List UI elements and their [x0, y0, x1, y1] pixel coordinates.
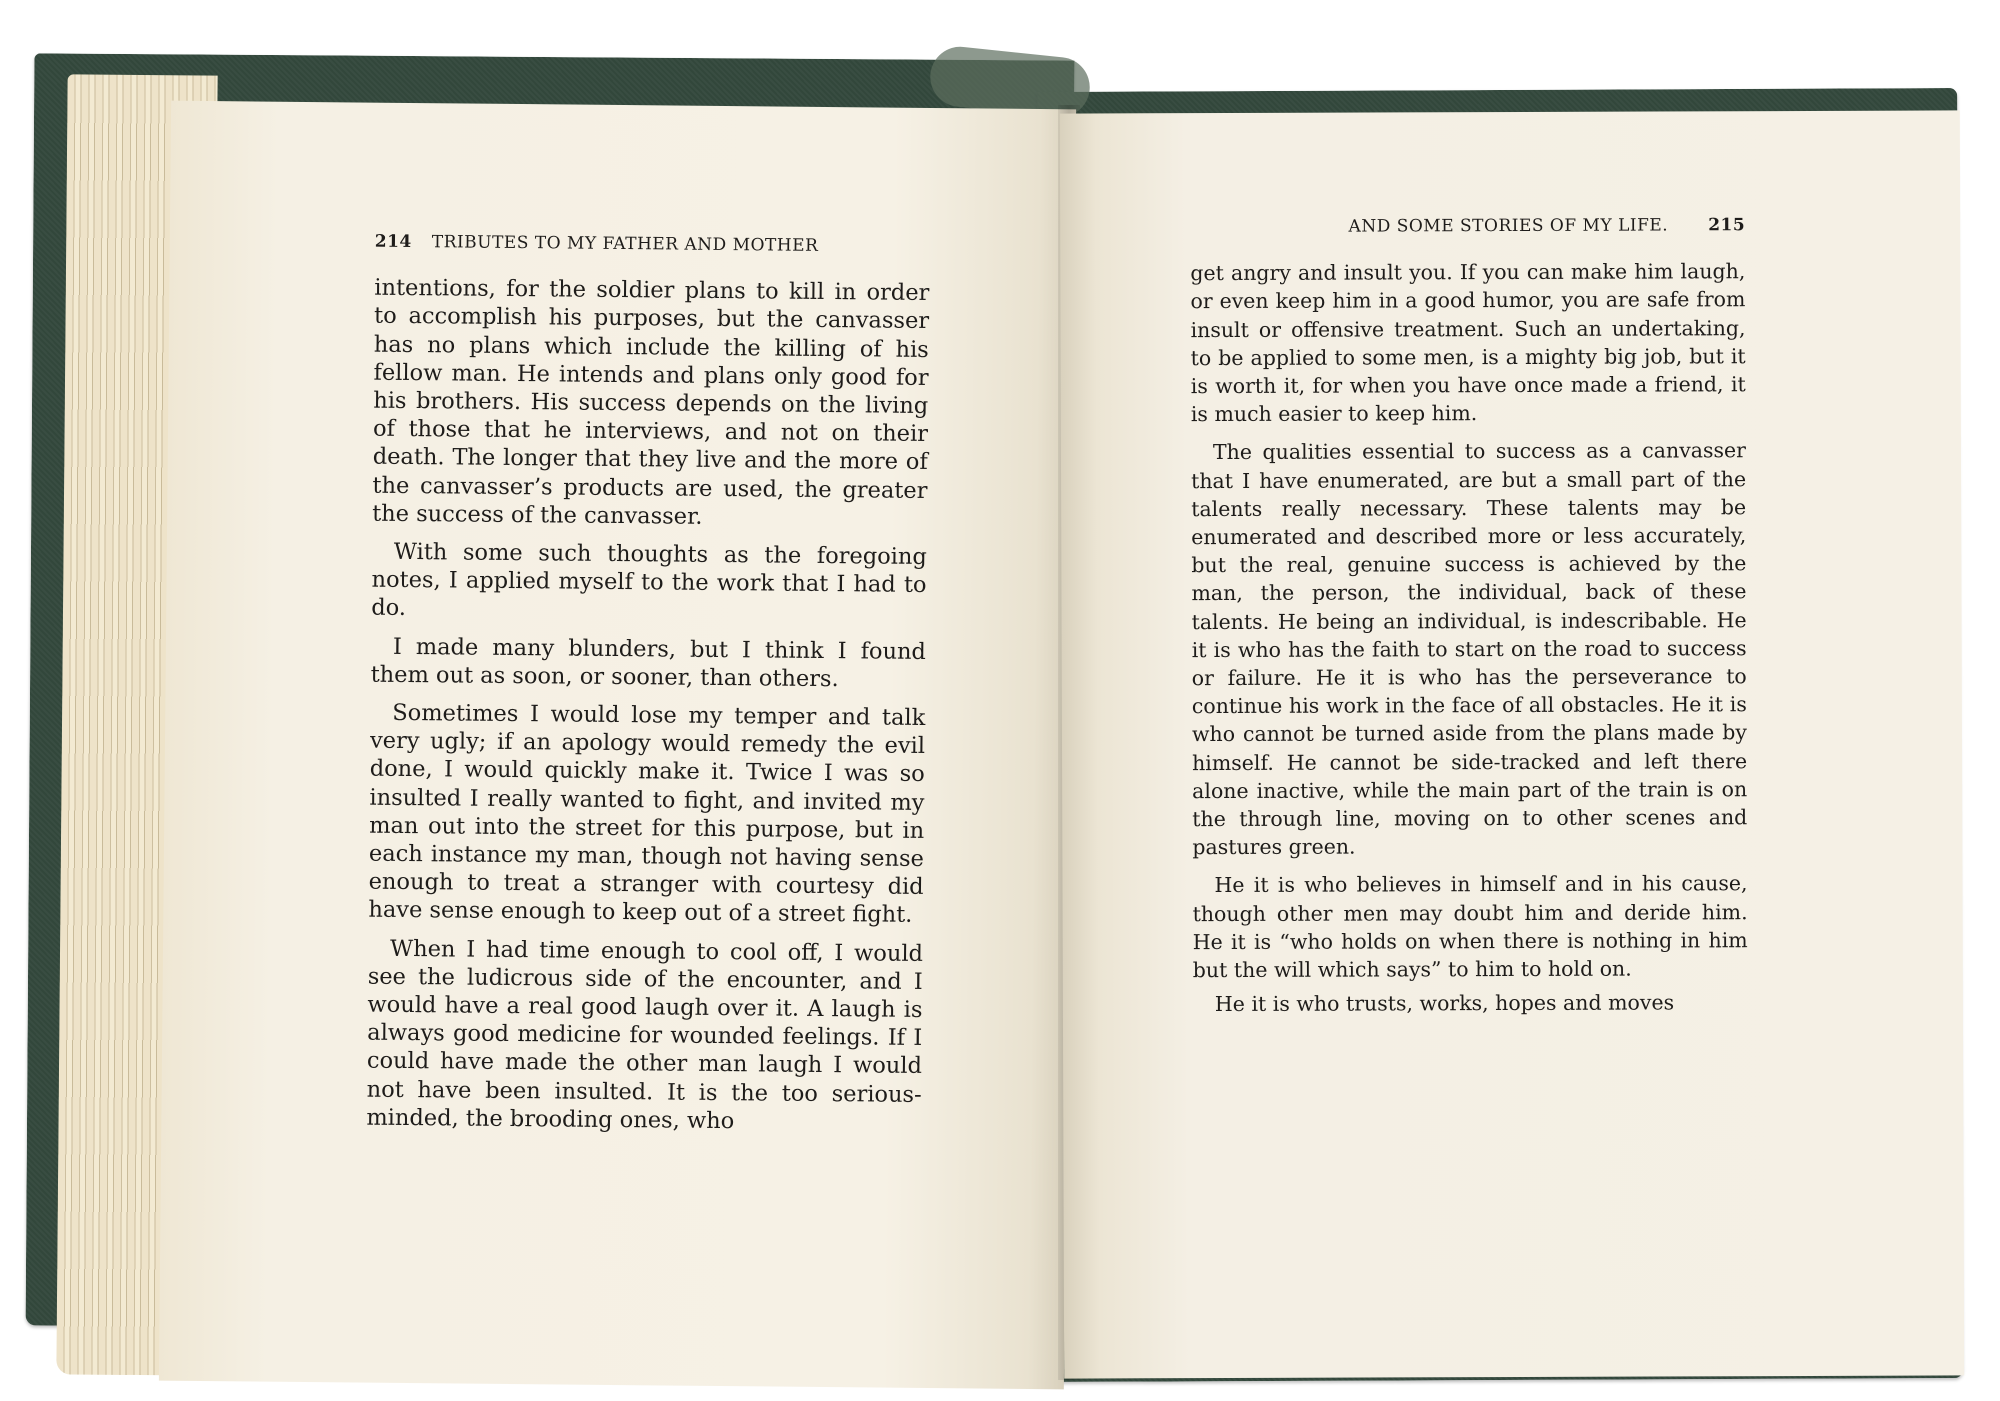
paragraph: The qualities essential to success as a canvasser that I have enumerated, are but a small part of the talents really necessary. These talents may be enumerated and described more or less accurately, but the real, genuine success is achieved by the man, the person, the individual, back of these talents. He being an individual, is indescribable. He it is who has the faith to start on the road to success or failure. He it is who has the perseverance to continue his work in the face of all obstacles. He it is who cannot be turned aside from the plans made by himself. He cannot be side-tracked and left there alone inactive, while the main part of the train is on the through line, moving on to other scenes and pastures green.: [1191, 438, 1748, 860]
right-page-header: [1190, 211, 1745, 241]
paragraph: intentions, for the soldier plans to kill in order to accomplish his purposes, but the canvasser has no plans which include the killing of his fellow man. He intends and plans only good for his brothers. His success depends on the living of those that he interviews, and not on their death. The longer that they live and the more of the canvasser’s products are used, the greater the success of the canvasser.: [372, 274, 930, 530]
paragraph: Sometimes I would lose my temper and talk very ugly; if an apology would remedy the evil done, I would quickly make it. Twice I was so insulted I really wanted to fight, and invited my man out into the street for this purpose, but in each instance my man, though not having sense enough to treat a stranger with courtesy did have sense enough to keep out of a street fight.: [368, 699, 926, 929]
left-page: [159, 101, 1076, 1390]
paragraph: I made many blunders, but I think I found them out as soon, or sooner, than others.: [370, 633, 927, 692]
right-page-text: [1190, 211, 1748, 1028]
paragraph: With some such thoughts as the foregoing notes, I applied myself to the work that I had to do.: [371, 538, 927, 622]
running-head: AND SOME STORIES OF MY LIFE.: [1348, 215, 1669, 237]
paragraph: When I had time enough to cool off, I would see the ludicrous side of the encounter, and I would have a real good laugh over it. A laugh is always good medicine for wounded feelings. If I could have made the other man laugh I would not have been insulted. It is the too serious-minded, the brooding ones, who: [366, 935, 924, 1135]
page-number: 214: [374, 231, 412, 253]
page-number: 215: [1708, 215, 1746, 236]
right-page: [1060, 110, 1964, 1378]
left-page-text: [366, 228, 930, 1147]
running-head: TRIBUTES TO MY FATHER AND MOTHER: [431, 232, 819, 256]
left-page-header: [375, 228, 930, 262]
paragraph: get angry and insult you. If you can make him laugh, or even keep him in a good humor, you are safe from insult or offensive treatment. Such an undertaking, to be applied to some men, is a mighty big job, but it is worth it, for when you have once made a friend, it is much easier to keep him.: [1190, 259, 1746, 427]
paragraph: He it is who believes in himself and in his cause, though other men may doubt him and deride him. He it is “who holds on when there is nothing in him but the will which says” to him to hold on.: [1192, 871, 1748, 983]
paragraph: He it is who trusts, works, hopes and moves: [1214, 990, 1675, 1017]
